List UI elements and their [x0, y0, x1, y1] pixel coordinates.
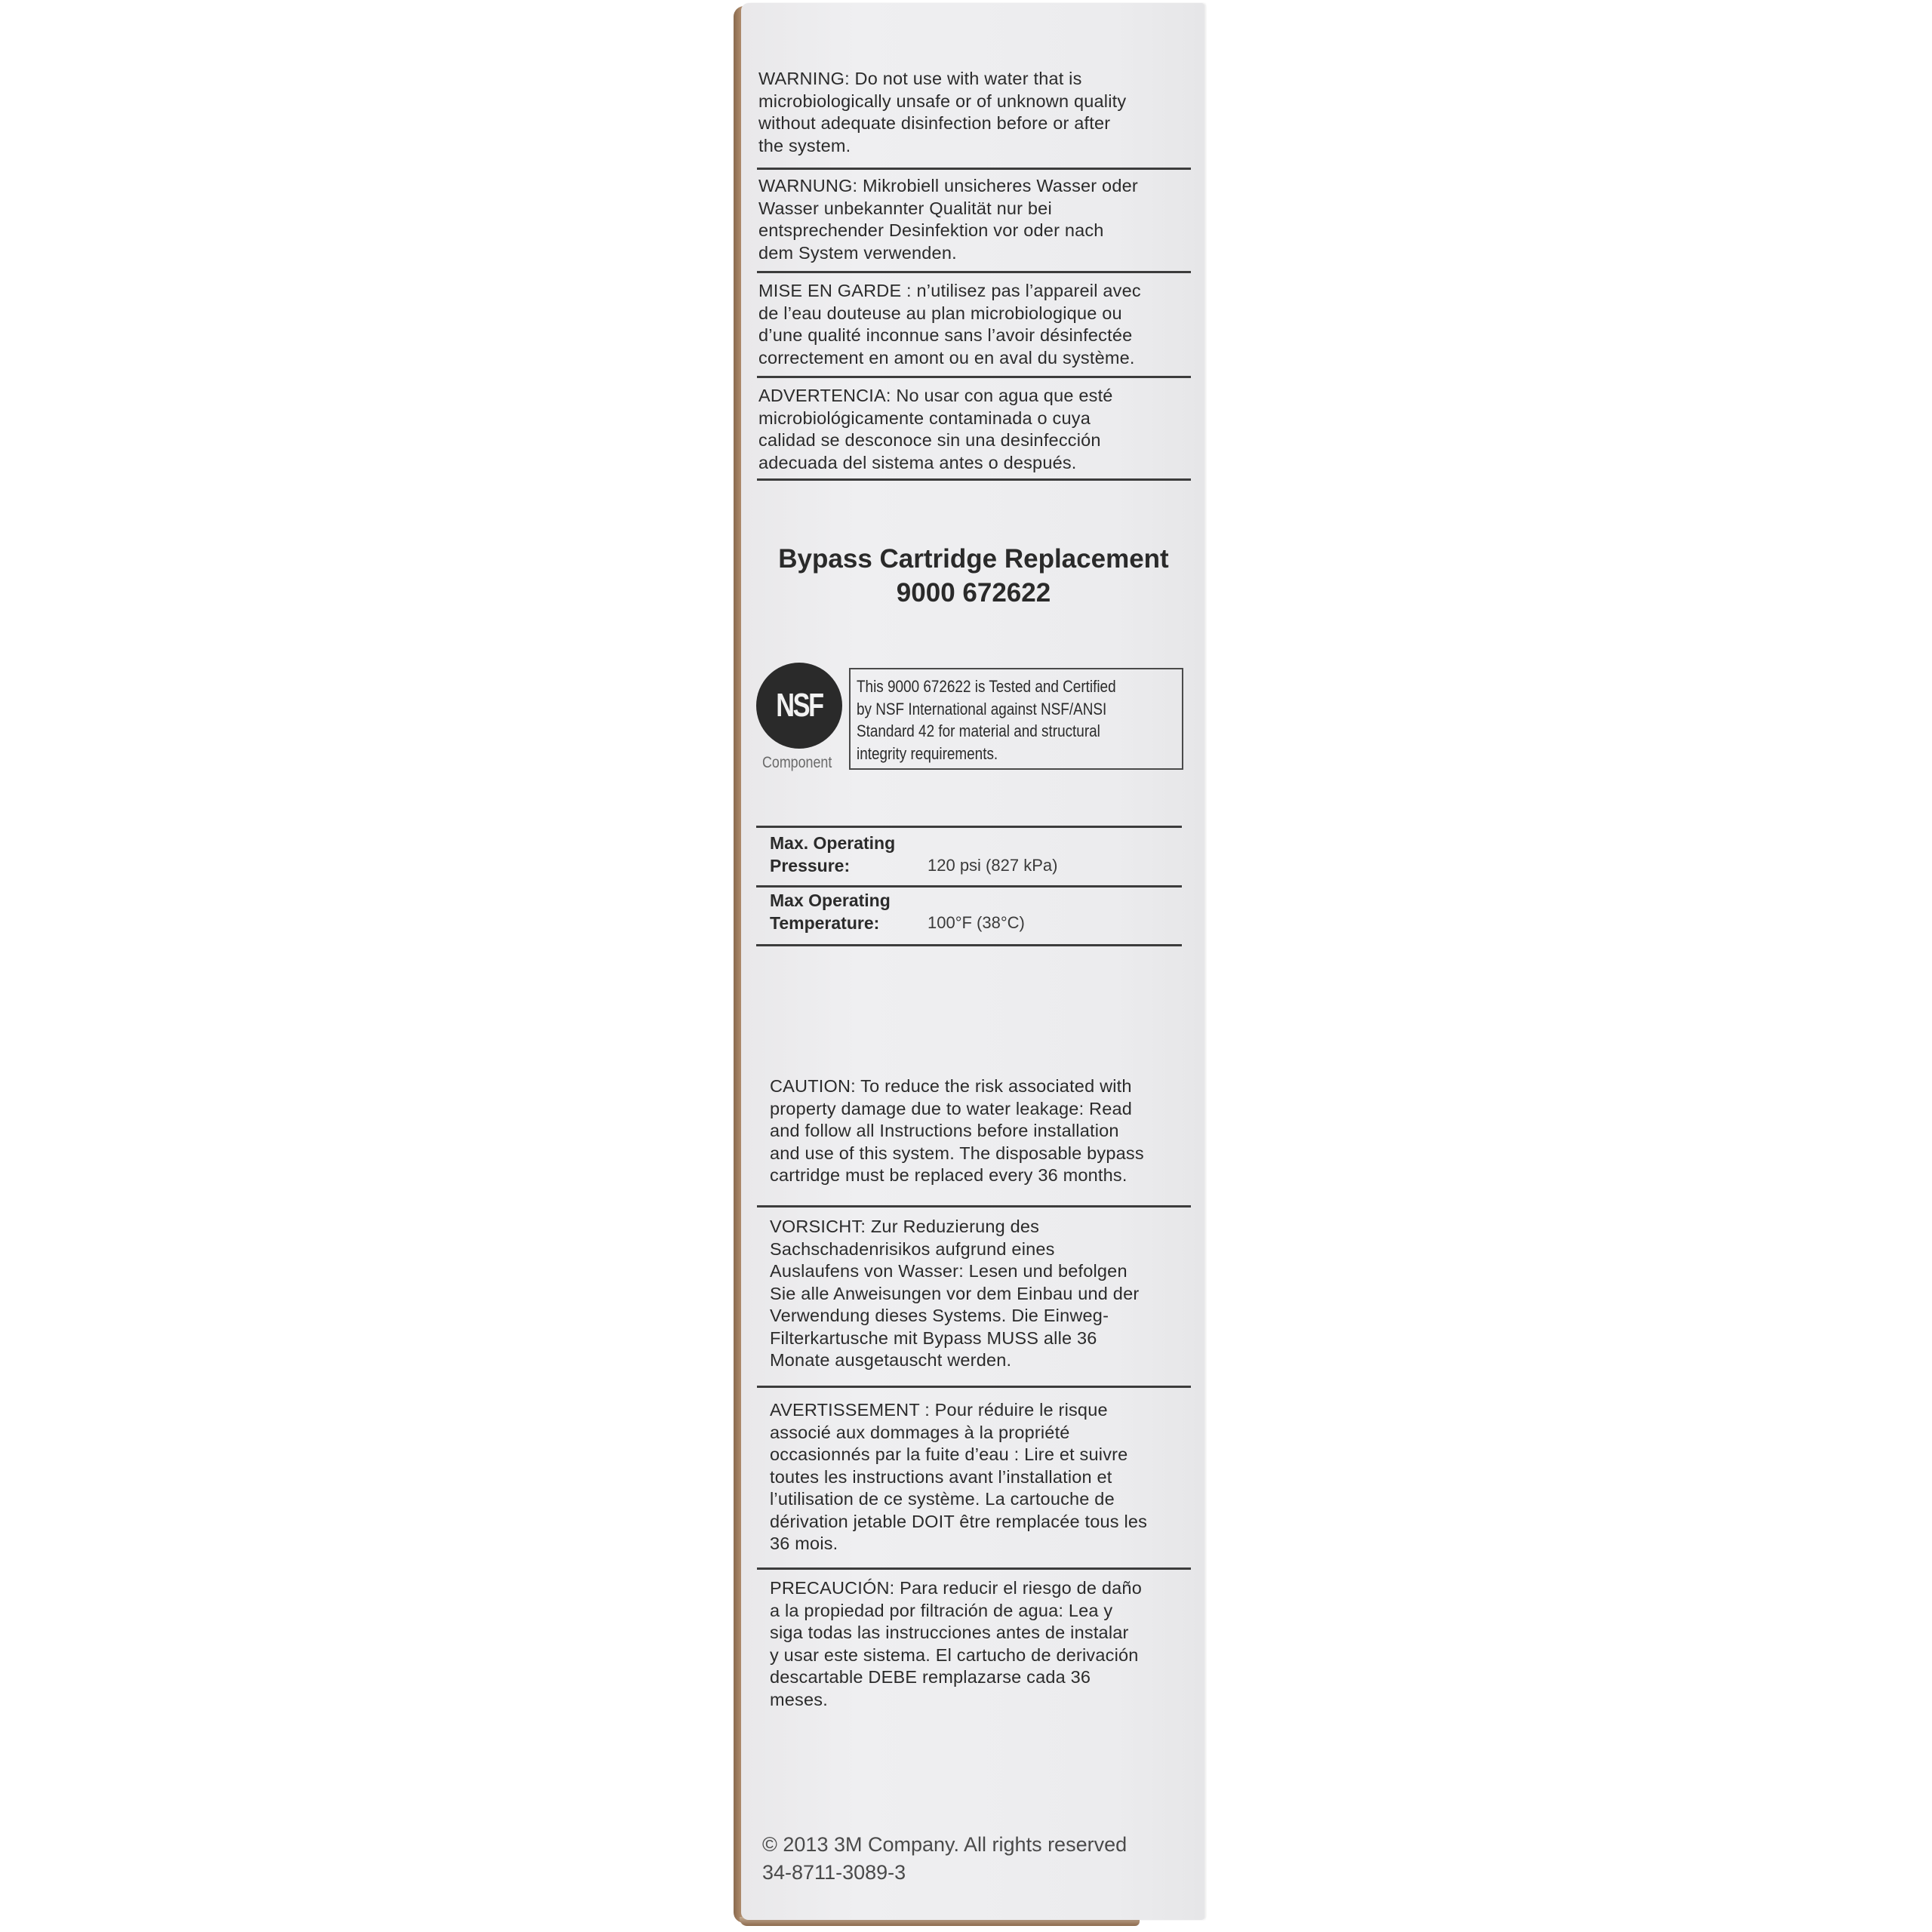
part-number: 9000 672622 — [896, 578, 1051, 608]
caution-fr: AVERTISSEMENT : Pour réduire le risque associé aux dommages à la propriété occasionnés par la fuite d’eau : Lire et suivre toutes les instructions avant l’installation et l’utilisation de ce système. La cartouche de dérivation jetable DOIT être remplacée tous les 36 mois. — [770, 1400, 1148, 1553]
product-code: 34-8711-3089-3 — [762, 1861, 906, 1884]
spec-divider-top — [756, 826, 1182, 828]
divider — [757, 271, 1191, 273]
spec-value-pressure: 120 psi (827 kPa) — [928, 856, 1058, 875]
divider — [757, 1386, 1191, 1388]
warning-es: ADVERTENCIA: No usar con agua que esté microbiológicamente contaminada o cuya calidad se desconoce sin una desinfección adecuada del sistema antes o después. — [758, 386, 1113, 472]
warning-en: WARNING: Do not use with water that is microbiologically unsafe or of unknown quality without adequate disinfection before or after the system. — [758, 69, 1127, 155]
spec-label-temperature: Max Operating Temperature: — [770, 891, 891, 933]
warning-fr: MISE EN GARDE : n’utilisez pas l’appareil avec de l’eau douteuse au plan microbiologique ou d’une qualité inconnue sans l’avoir désinfectée correctement en amont ou en aval du système. — [758, 281, 1141, 368]
caution-es: PRECAUCIÓN: Para reducir el riesgo de daño a la propiedad por filtración de agua: Lea y siga todas las instrucciones antes de instalar y usar este sistema. El cartucho de derivación descartable DEBE remplazarse cada 36 meses. — [770, 1578, 1142, 1709]
spec-label-pressure: Max. Operating Pressure: — [770, 833, 896, 875]
nsf-logo — [756, 663, 842, 749]
spec-divider — [756, 885, 1182, 888]
divider — [757, 168, 1191, 170]
warning-de: WARNUNG: Mikrobiell unsicheres Wasser oder Wasser unbekannter Qualität nur bei entsprechender Desinfektion vor oder nach dem System verwenden. — [758, 176, 1138, 263]
caution-de: VORSICHT: Zur Reduzierung des Sachschadenrisikos aufgrund eines Auslaufens von Wasser: Lesen und befolgen Sie alle Anweisungen vor dem Einbau und der Verwendung dieses Systems. Die Einweg- Filterkartusche mit Bypass MUSS alle 36 Monate ausgetauscht werden. — [770, 1217, 1140, 1370]
certification-statement: This 9000 672622 is Tested and Certified by NSF International against NSF/ANSI Standard 42 for material and structural integrity requirements. — [857, 677, 1116, 763]
product-title: Bypass Cartridge Replacement — [778, 544, 1169, 574]
nsf-logo-caption: Component — [762, 754, 832, 771]
spec-divider-bottom — [756, 944, 1182, 946]
divider — [757, 376, 1191, 378]
divider — [757, 1567, 1191, 1570]
divider — [757, 1205, 1191, 1208]
spec-value-temperature: 100°F (38°C) — [928, 913, 1025, 932]
copyright: © 2013 3M Company. All rights reserved — [762, 1833, 1128, 1856]
nsf-logo-text: NSF — [776, 687, 823, 724]
caution-en: CAUTION: To reduce the risk associated with property damage due to water leakage: Read and follow all Instructions before installation and use of this system. The disposable bypass cartridge must be replaced every 36 months. — [770, 1076, 1144, 1185]
divider — [757, 478, 1191, 481]
